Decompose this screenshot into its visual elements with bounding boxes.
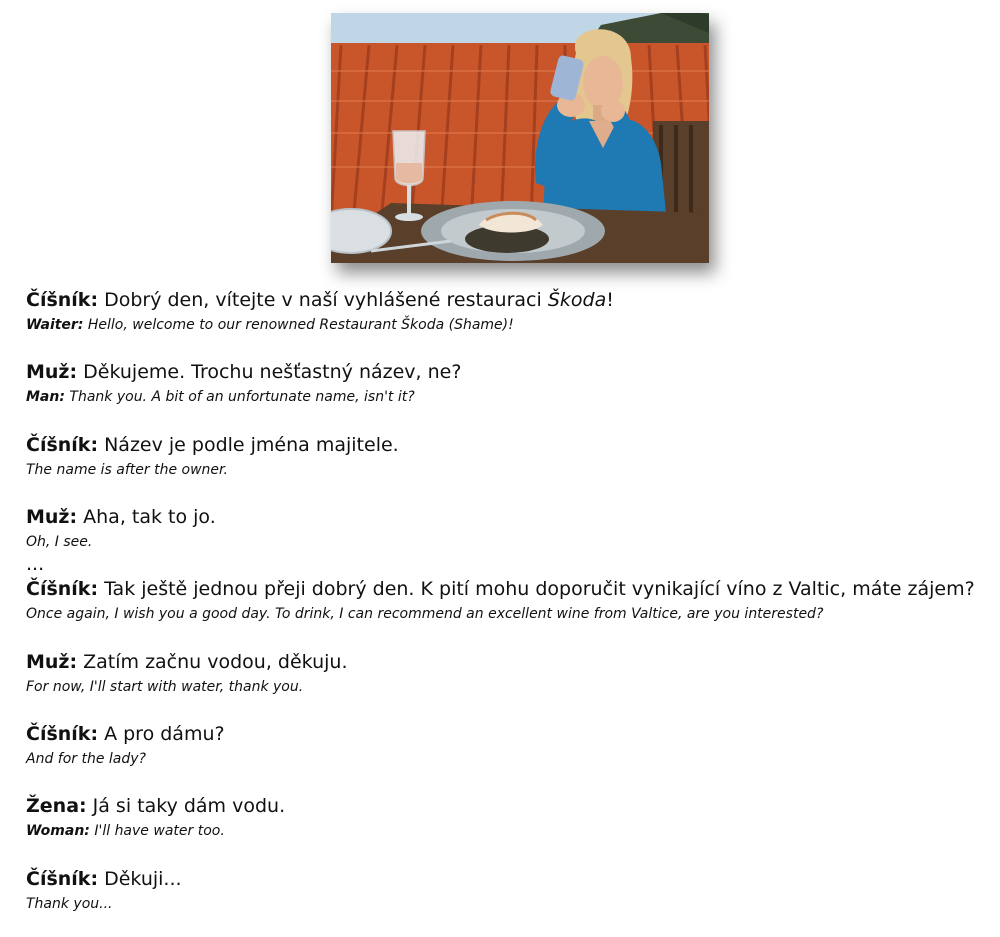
translation-text: Oh, I see. xyxy=(26,534,93,551)
czech-line xyxy=(26,720,986,748)
speaker-label: Číšník: xyxy=(26,867,99,890)
line-text: Já si taky dám vodu. xyxy=(86,795,286,818)
line-text: Dobrý den, vítejte v naší vyhlášené restauraci xyxy=(98,289,548,311)
speaker-label: Muž: xyxy=(26,506,78,529)
dialogue-entry-woman-water xyxy=(26,792,986,864)
translation-text: Thank you... xyxy=(26,895,113,912)
czech-line xyxy=(26,865,986,893)
line-text: A pro dámu? xyxy=(98,722,225,745)
ellipsis: ... xyxy=(26,553,45,576)
czech-line xyxy=(26,286,986,314)
dialogue-entry-waiter-owner xyxy=(26,431,986,503)
speaker-label: Muž: xyxy=(26,650,78,673)
dialogue xyxy=(26,286,986,937)
english-translation xyxy=(26,676,986,698)
translation-text: Thank you. A bit of an unfortunate name, isn't it? xyxy=(64,389,415,406)
czech-line xyxy=(26,431,986,459)
speaker-label: Woman: xyxy=(26,823,90,840)
english-translation xyxy=(26,314,986,336)
english-translation xyxy=(26,820,986,842)
line-text: Tak ještě jednou přeji dobrý den. K pití mohu doporučit vynikající víno z Valtic, máte zájem? xyxy=(98,578,975,601)
translation-text: Hello, welcome to our renowned Restaurant Škoda (Shame)! xyxy=(83,317,514,333)
speaker-label: Muž: xyxy=(26,361,78,384)
czech-line xyxy=(26,792,986,820)
czech-line xyxy=(26,648,986,676)
english-translation xyxy=(26,531,986,553)
english-translation xyxy=(26,386,986,408)
translation-text: For now, I'll start with water, thank you. xyxy=(26,678,304,695)
translation-text: The name is after the owner. xyxy=(26,461,228,478)
line-text: Aha, tak to jo. xyxy=(77,506,216,529)
english-translation xyxy=(26,748,986,770)
speaker-label: Waiter: xyxy=(26,317,84,333)
dialogue-entry-waiter-welcome xyxy=(26,286,986,358)
english-translation xyxy=(26,893,986,915)
speaker-label: Žena: xyxy=(26,795,87,818)
restaurant-photo xyxy=(331,13,709,263)
restaurant-name: Škoda xyxy=(547,289,607,311)
translation-text: I'll have water too. xyxy=(89,823,225,840)
english-translation xyxy=(26,459,986,481)
dialogue-entry-man-aha xyxy=(26,503,986,553)
translation-text: Once again, I wish you a good day. To drink, I can recommend an excellent wine from Valtice, are you interested? xyxy=(26,606,824,623)
line-text: Název je podle jména majitele. xyxy=(98,433,399,456)
line-text-end: ! xyxy=(606,289,614,311)
translation-text: And for the lady? xyxy=(26,750,146,767)
speaker-label: Číšník: xyxy=(26,433,99,456)
dialogue-entry-man-water xyxy=(26,648,986,720)
line-text: Děkuji... xyxy=(98,867,182,890)
line-text: Zatím začnu vodou, děkuju. xyxy=(77,650,348,673)
dialogue-entry-waiter-wine xyxy=(26,575,986,647)
czech-line xyxy=(26,503,986,531)
line-text: Děkujeme. Trochu nešťastný název, ne? xyxy=(77,361,462,384)
speaker-label: Man: xyxy=(26,389,65,406)
czech-line xyxy=(26,575,986,603)
speaker-label: Číšník: xyxy=(26,578,99,601)
czech-line xyxy=(26,358,986,386)
dialogue-entry-man-thanks xyxy=(26,358,986,430)
speaker-label: Číšník: xyxy=(26,289,99,311)
speaker-label: Číšník: xyxy=(26,722,99,745)
dialogue-entry-waiter-lady xyxy=(26,720,986,792)
english-translation xyxy=(26,603,986,625)
dialogue-entry-waiter-thanks xyxy=(26,865,986,937)
